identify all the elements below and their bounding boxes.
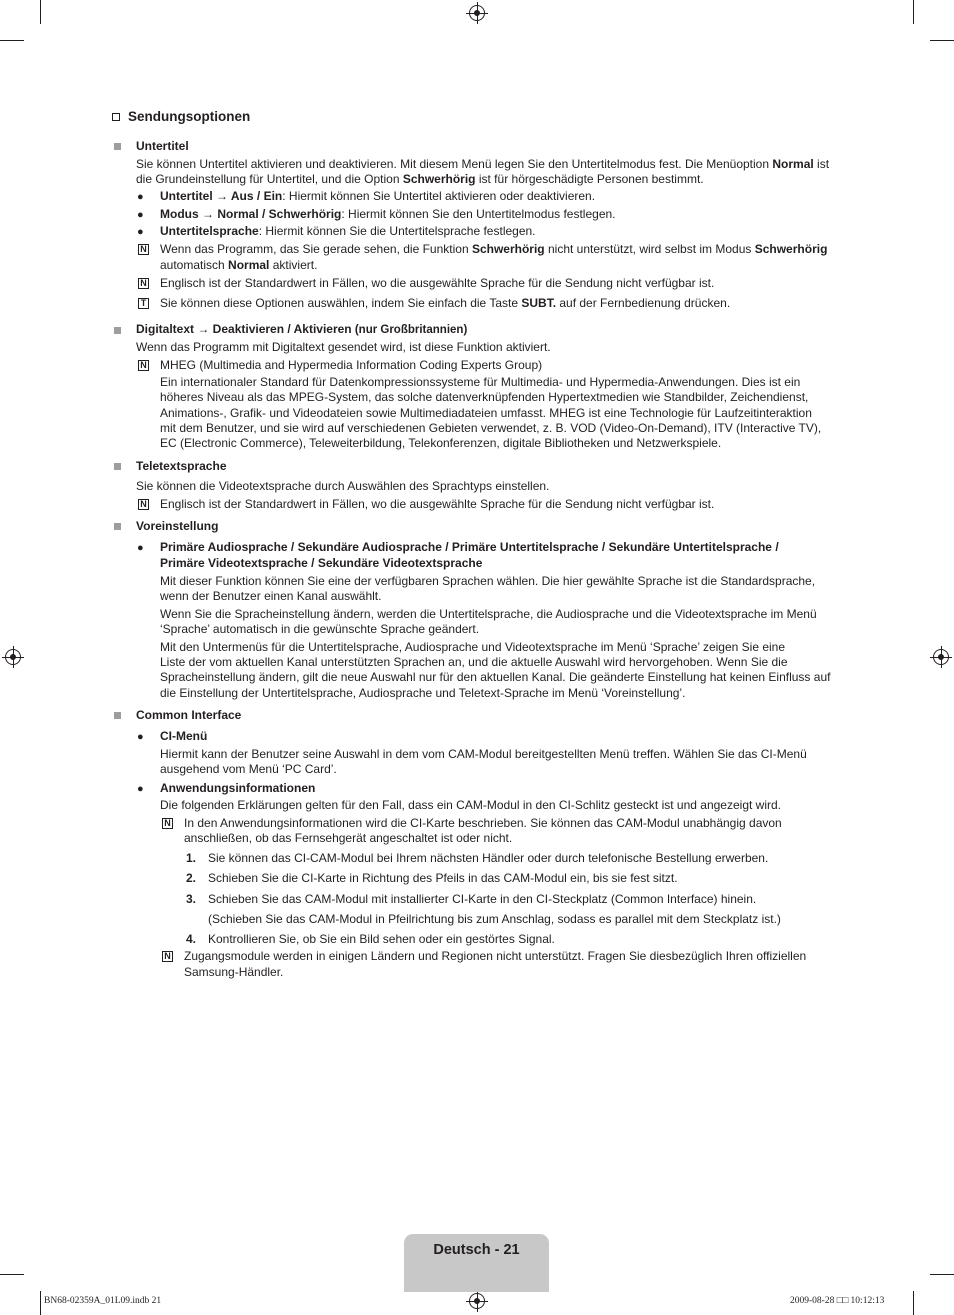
crop-mark (913, 0, 914, 24)
crop-mark (40, 1291, 41, 1315)
mheg-note-line: mit dem Benutzer, und sie wird auf verschiedenen Gebieten verwendet, z. B. VOD (Video-On-Demand), ITV (Interactive TV), (160, 421, 822, 435)
bullet-dot-icon: ● (137, 191, 144, 203)
crop-mark (930, 1274, 954, 1275)
crop-mark (0, 40, 24, 41)
untertitel-intro-line-2 (136, 172, 871, 188)
ci-menu-line: Hiermit kann der Benutzer seine Auswahl in dem vom CAM-Modul bereitgestellten Menü treffen. Wählen Sie das CI-Menü (160, 747, 807, 761)
app-info-note-line: anschließen, ob das Fernsehgerät angeschaltet ist oder nicht. (184, 831, 513, 845)
text: Sie können Untertitel aktivieren und deaktivieren. Mit diesem Menü legen Sie den Untertitelmodus fest. Die Menüoption (136, 157, 773, 171)
text-bold: SUBT. (521, 296, 557, 310)
checkbox-square-icon (112, 113, 120, 121)
text: die Grundeinstellung für Untertitel, und die Option (136, 172, 403, 186)
crop-mark (40, 0, 41, 24)
print-slug-right: 2009-08-28 □□ 10:12:13 (790, 1296, 885, 1306)
text: : Hiermit können Sie die Untertitelsprache festlegen. (258, 224, 536, 238)
section-title (112, 109, 847, 125)
text-bold: Untertitelsprache (160, 224, 259, 238)
bullet-dot-icon: ● (137, 226, 144, 238)
voreinstellung-para-1-line: wenn der Benutzer einen Kanal auswählt. (160, 589, 382, 603)
teletext-note: Englisch ist der Standardwert in Fällen, wo die ausgewählte Sprache für die Sendung nicht verfügbar ist. (160, 497, 715, 511)
voreinstellung-para-2-line: Wenn Sie die Spracheinstellung ändern, werden die Untertitelsprache, die Audiosprache und die Videotextsprache im Menü (160, 607, 817, 621)
registration-mark-icon (469, 1293, 485, 1309)
mheg-note-line: höheres Niveau als das MPEG-System, das solche datenverknüpfenden Hypertextmedien wie Standbilder, Zeichendienst, (160, 390, 809, 404)
bullet-dot-icon: ● (137, 731, 144, 743)
text: Wenn das Programm, das Sie gerade sehen, die Funktion (160, 242, 472, 256)
ci-menu-line: ausgehend vom Menü ‘PC Card’. (160, 762, 337, 776)
bullet-dot-icon: ● (137, 209, 144, 221)
registration-mark-icon (469, 5, 485, 21)
untertitel-tip (160, 296, 895, 312)
text-bold: Schwerhörig (402, 172, 476, 186)
step-number: 4. (186, 932, 197, 946)
note-icon: N (162, 818, 173, 829)
text-bold: Normal (772, 157, 814, 171)
page-number-label: Deutsch - 21 (433, 1242, 520, 1258)
digitaltext-line-1: Wenn das Programm mit Digitaltext gesendet wird, ist diese Funktion aktiviert. (136, 340, 551, 354)
text-bold: Normal (228, 258, 270, 272)
untertitel-note-2: Englisch ist der Standardwert in Fällen, wo die ausgewählte Sprache für die Sendung nicht verfügbar ist. (160, 276, 715, 290)
teletext-heading: Teletextsprache (136, 459, 227, 473)
text-bold: (nur Großbritannien) (351, 324, 468, 336)
text-bold: Untertitel → Aus / Ein (160, 189, 283, 203)
mheg-note-line: Animations-, Grafik- und Videodateien sowie Multimediadateien umfasst. MHEG ist eine Technologie für Laufzeitinteraktion (160, 406, 812, 420)
untertitel-note-1-line-2 (160, 258, 895, 274)
step-text: Schieben Sie das CAM-Modul mit installierter CI-Karte in den CI-Steckplatz (Common Interface) hinein. (208, 892, 757, 906)
text: automatisch (160, 258, 229, 272)
crop-mark (930, 40, 954, 41)
note-icon: N (162, 951, 173, 962)
step-number: 1. (186, 851, 197, 865)
print-slug-left: BN68-02359A_01L09.indb 21 (44, 1296, 162, 1306)
untertitel-bullet (160, 189, 895, 205)
text: aktiviert. (269, 258, 318, 272)
gray-square-bullet-icon (114, 712, 121, 719)
text: auf der Fernbedienung drücken. (556, 296, 731, 310)
untertitel-bullet (160, 207, 895, 223)
common-interface-heading: Common Interface (136, 708, 242, 722)
voreinstellung-bullet-line-1: Primäre Audiosprache / Sekundäre Audiosprache / Primäre Untertitelsprache / Sekundäre Untertitelsprache / (160, 540, 779, 554)
registration-mark-icon (933, 649, 949, 665)
text: : Hiermit können Sie Untertitel aktivieren oder deaktivieren. (282, 189, 596, 203)
voreinstellung-para-2-line: ‘Sprache’ automatisch in die gewünschte Sprache geändert. (160, 622, 480, 636)
untertitel-note-1-line-1 (160, 242, 850, 258)
text-bold: Digitaltext → Deaktivieren / Aktivieren (136, 322, 352, 336)
gray-square-bullet-icon (114, 143, 121, 150)
voreinstellung-para-3-line: die Einstellung der Untertitelsprache, Audiosprache und Teletext-Sprache im Menü ‘Voreinstellung’. (160, 686, 686, 700)
final-note-line: Zugangsmodule werden in einigen Ländern und Regionen nicht unterstützt. Fragen Sie diesbezüglich Ihren offiziellen (184, 949, 807, 963)
app-info-heading: Anwendungsinformationen (160, 781, 316, 795)
final-note-line: Samsung-Händler. (184, 965, 284, 979)
note-icon: N (138, 360, 149, 371)
text-bold: Schwerhörig (471, 242, 545, 256)
step-text: Schieben Sie die CI-Karte in Richtung des Pfeils in das CAM-Modul ein, bis sie fest sitzt. (208, 871, 678, 885)
step-text: (Schieben Sie das CAM-Modul in Pfeilrichtung bis zum Anschlag, sodass es parallel mit dem Steckplatz ist.) (208, 912, 781, 926)
voreinstellung-para-3-line: Mit den Untermenüs für die Untertitelsprache, Audiosprache und Videotextsprache im Menü ‘Sprache’ zeigen Sie eine (160, 640, 786, 654)
untertitel-bullet (160, 224, 895, 240)
mheg-note-line: Ein internationaler Standard für Datenkompressionssysteme für Multimedia- und Hypermedia-Anwendungen. Dies ist ein (160, 375, 801, 389)
step-text: Sie können das CI-CAM-Modul bei Ihrem nächsten Händler oder durch telefonische Bestellung erwerben. (208, 851, 769, 865)
registration-mark-icon (5, 649, 21, 665)
voreinstellung-bullet-line-2: Primäre Videotextsprache / Sekundäre Videotextsprache (160, 556, 483, 570)
text: ist für hörgeschädigte Personen bestimmt. (475, 172, 704, 186)
text: Sie können diese Optionen auswählen, indem Sie einfach die Taste (160, 296, 522, 310)
untertitel-intro-line-1 (136, 157, 871, 173)
step-number: 3. (186, 892, 197, 906)
gray-square-bullet-icon (114, 523, 121, 530)
digitaltext-heading (136, 322, 871, 339)
app-info-note-line: In den Anwendungsinformationen wird die CI-Karte beschrieben. Sie können das CAM-Modul unabhängig davon (184, 816, 782, 830)
voreinstellung-heading: Voreinstellung (136, 519, 219, 533)
remote-tip-icon: T (138, 298, 149, 309)
note-icon: N (138, 278, 149, 289)
mheg-note-line: EC (Electronic Commerce), Teleweiterbildung, Telekonferenzen, digitale Bibliotheken und Netzwerkspiele. (160, 436, 722, 450)
bullet-dot-icon: ● (137, 783, 144, 795)
gray-square-bullet-icon (114, 463, 121, 470)
voreinstellung-para-1-line: Mit dieser Funktion können Sie eine der verfügbaren Sprachen wählen. Die hier gewählte Sprache ist die Standardsprache, (160, 574, 816, 588)
mheg-note-title: MHEG (Multimedia and Hypermedia Information Coding Experts Group) (160, 358, 543, 372)
app-info-line: Die folgenden Erklärungen gelten für den Fall, dass ein CAM-Modul in den CI-Schlitz gesteckt ist und angezeigt wird. (160, 798, 781, 812)
gray-square-bullet-icon (114, 327, 121, 334)
section-title-text: Sendungsoptionen (128, 109, 251, 124)
text-bold: Modus → Normal / Schwerhörig (160, 207, 342, 221)
voreinstellung-para-3-line: Liste der vom aktuellen Kanal unterstützten Sprachen an, und die aktuelle Auswahl wird hervorgehoben. Wenn Sie die (160, 655, 788, 669)
bullet-dot-icon: ● (137, 542, 144, 554)
text: nicht unterstützt, wird selbst im Modus (544, 242, 755, 256)
note-icon: N (138, 244, 149, 255)
untertitel-heading: Untertitel (136, 139, 189, 153)
step-number: 2. (186, 871, 197, 885)
teletext-line-1: Sie können die Videotextsprache durch Auswählen des Sprachtyps einstellen. (136, 479, 550, 493)
voreinstellung-para-3-line: Spracheinstellung ändern, gilt die neue Auswahl nur für den aktuellen Kanal. Die geänderte Einstellung hat keinen Einfluss auf (160, 670, 831, 684)
step-text: Kontrollieren Sie, ob Sie ein Bild sehen oder ein gestörtes Signal. (208, 932, 555, 946)
crop-mark (913, 1291, 914, 1315)
note-icon: N (138, 499, 149, 510)
crop-mark (0, 1274, 24, 1275)
ci-menu-heading: CI-Menü (160, 729, 208, 743)
text: : Hiermit können Sie den Untertitelmodus festlegen. (341, 207, 616, 221)
text-bold: Schwerhörig (754, 242, 828, 256)
text: ist (813, 157, 830, 171)
